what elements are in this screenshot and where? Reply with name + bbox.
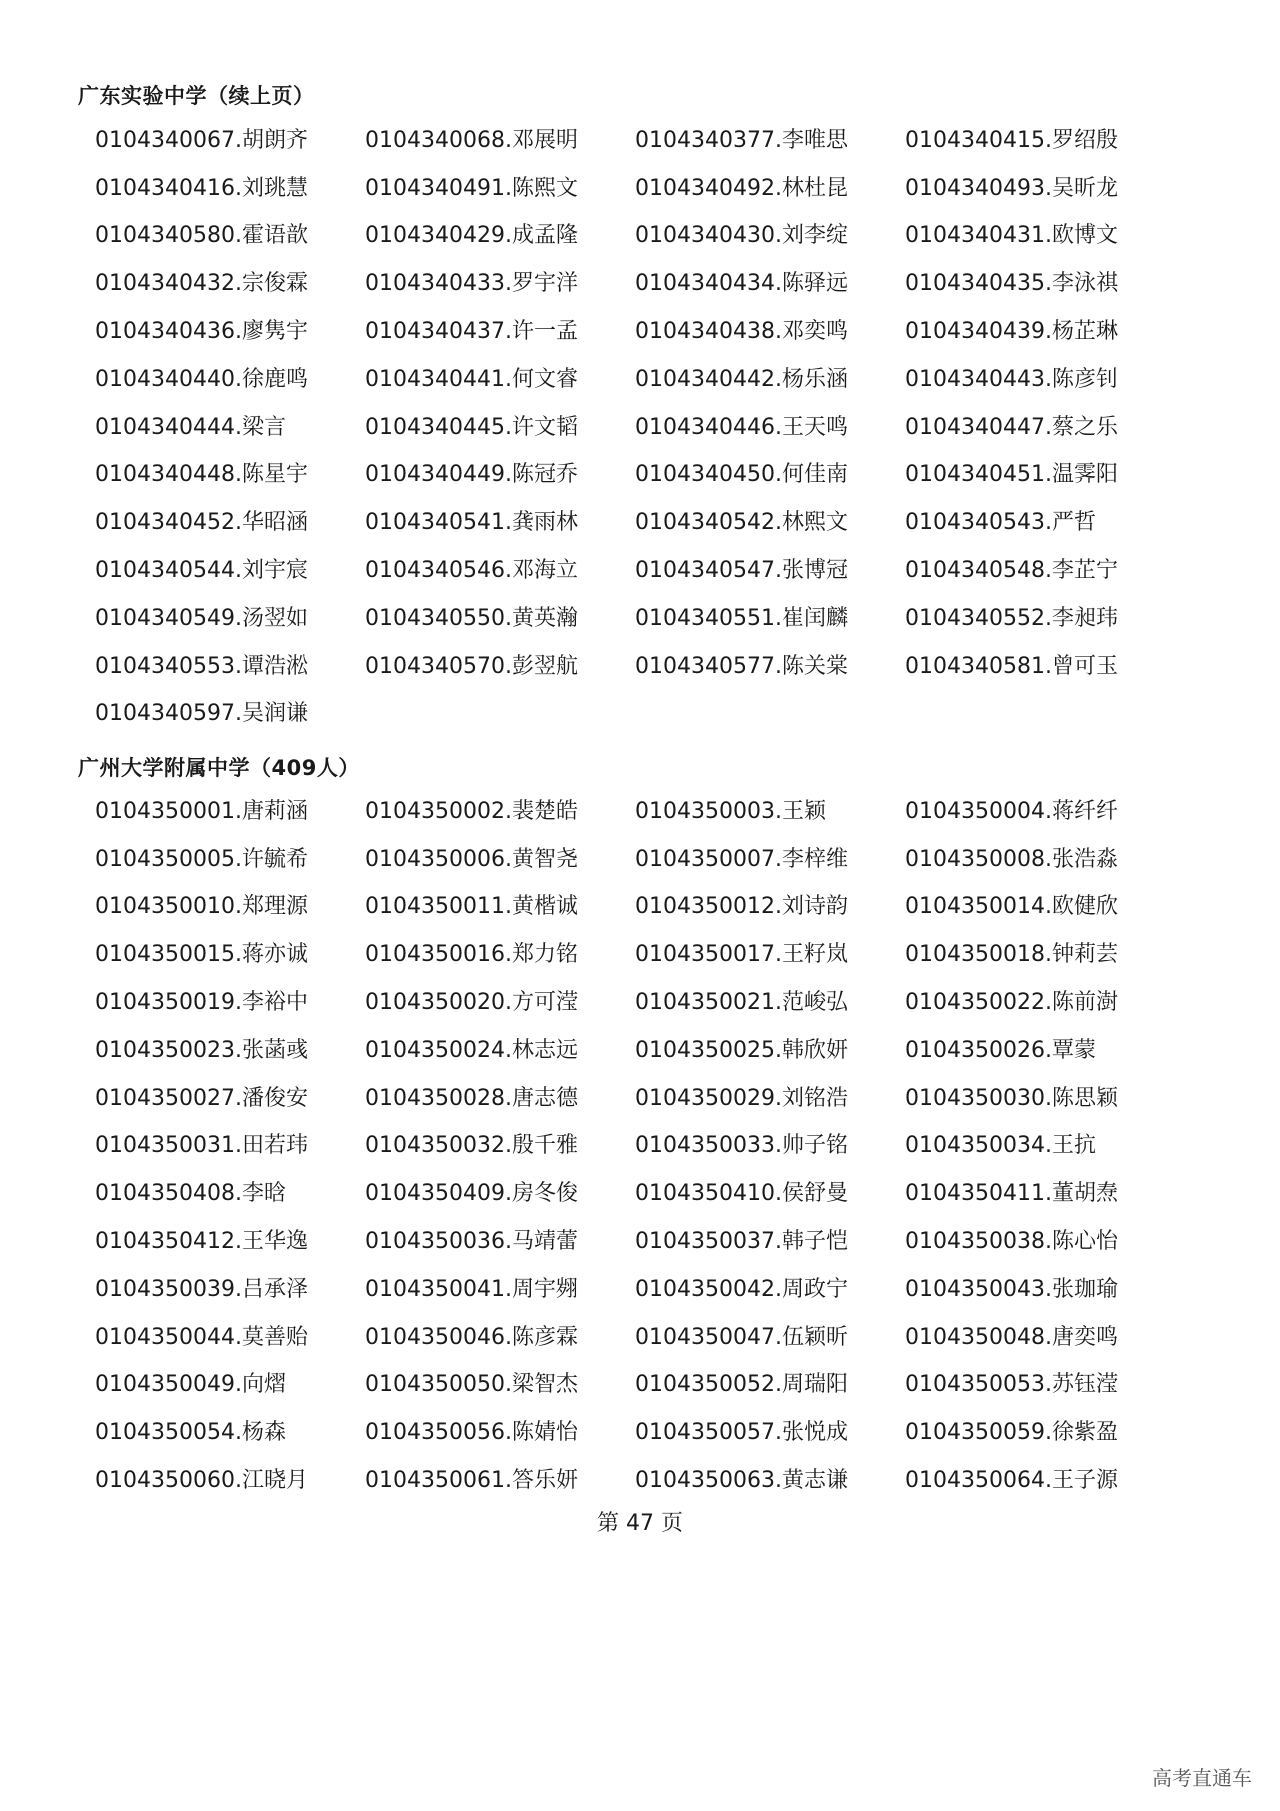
list-item: 0104340570.彭翌航 xyxy=(365,653,578,679)
list-item: 0104340416.刘珧慧 xyxy=(95,175,308,201)
list-item: 0104340433.罗宇洋 xyxy=(365,271,578,297)
list-item: 0104350412.王华逸 xyxy=(95,1229,308,1255)
list-item: 0104350408.李晗 xyxy=(95,1181,286,1207)
list-item: 0104350052.周瑞阳 xyxy=(635,1372,848,1398)
list-item: 0104350039.吕承泽 xyxy=(95,1276,308,1302)
list-item: 0104350021.范峻弘 xyxy=(635,990,848,1016)
list-item: 0104350001.唐莉涵 xyxy=(95,798,308,824)
list-item: 0104350411.董胡焘 xyxy=(905,1181,1118,1207)
list-item: 0104350006.黄智尧 xyxy=(365,846,578,872)
list-item: 0104340436.廖隽宇 xyxy=(95,319,308,345)
list-item: 0104340548.李芷宁 xyxy=(905,558,1118,584)
list-item: 0104340543.严哲 xyxy=(905,510,1096,536)
list-item: 0104340546.邓海立 xyxy=(365,558,578,584)
list-item: 0104350031.田若玮 xyxy=(95,1133,308,1159)
list-item: 0104340445.许文韬 xyxy=(365,414,578,440)
watermark-text: 高考直通车 xyxy=(1152,1766,1252,1790)
list-item: 0104350044.莫善贻 xyxy=(95,1324,308,1350)
list-item: 0104340438.邓奕鸣 xyxy=(635,319,848,345)
list-item: 0104340549.汤翌如 xyxy=(95,605,308,631)
list-item: 0104350064.王子源 xyxy=(905,1468,1118,1494)
list-item: 0104350036.马靖蕾 xyxy=(365,1229,578,1255)
list-item: 0104350007.李梓维 xyxy=(635,846,848,872)
list-item: 0104350026.覃蒙 xyxy=(905,1037,1096,1063)
list-item: 0104340068.邓展明 xyxy=(365,127,578,153)
list-item: 0104350023.张菡彧 xyxy=(95,1037,308,1063)
list-item: 0104350017.王籽岚 xyxy=(635,942,848,968)
list-item: 0104350410.侯舒曼 xyxy=(635,1181,848,1207)
list-item: 0104340441.何文睿 xyxy=(365,366,578,392)
list-item: 0104350034.王抗 xyxy=(905,1133,1096,1159)
list-item: 0104350063.黄志谦 xyxy=(635,1468,848,1494)
list-item: 0104350008.张浩淼 xyxy=(905,846,1118,872)
list-item: 0104340581.曾可玉 xyxy=(905,653,1118,679)
list-item: 0104350048.唐奕鸣 xyxy=(905,1324,1118,1350)
list-item: 0104350019.李裕中 xyxy=(95,990,308,1016)
list-item: 0104350016.郑力铭 xyxy=(365,942,578,968)
list-item: 0104350024.林志远 xyxy=(365,1037,578,1063)
list-item: 0104350018.钟莉芸 xyxy=(905,942,1118,968)
list-item: 0104350025.韩欣妍 xyxy=(635,1037,848,1063)
list-item: 0104350046.陈彦霖 xyxy=(365,1324,578,1350)
list-item: 0104340415.罗绍殷 xyxy=(905,127,1118,153)
list-item: 0104340553.谭浩淞 xyxy=(95,653,308,679)
list-item: 0104350014.欧健欣 xyxy=(905,894,1118,920)
list-item: 0104350061.答乐妍 xyxy=(365,1468,578,1494)
list-item: 0104340067.胡朗齐 xyxy=(95,127,308,153)
list-item: 0104340435.李泳祺 xyxy=(905,271,1118,297)
list-item: 0104350041.周宇翙 xyxy=(365,1276,578,1302)
list-item: 0104340451.温霁阳 xyxy=(905,462,1118,488)
list-item: 0104350049.向熠 xyxy=(95,1372,286,1398)
list-item: 0104340430.刘李绽 xyxy=(635,223,848,249)
list-item: 0104350004.蒋纤纤 xyxy=(905,798,1118,824)
list-item: 0104340492.林杜昆 xyxy=(635,175,848,201)
list-item: 0104350057.张悦成 xyxy=(635,1420,848,1446)
list-item: 0104350027.潘俊安 xyxy=(95,1085,308,1111)
list-item: 0104340542.林熙文 xyxy=(635,510,848,536)
list-item: 0104340449.陈冠乔 xyxy=(365,462,578,488)
list-item: 0104340440.徐鹿鸣 xyxy=(95,366,308,392)
list-item: 0104340547.张博冠 xyxy=(635,558,848,584)
list-item: 0104340551.崔闰麟 xyxy=(635,605,848,631)
name-list-guangzhou-university-affiliated xyxy=(95,788,1145,1505)
list-item: 0104340442.杨乐涵 xyxy=(635,366,848,392)
list-item: 0104350054.杨森 xyxy=(95,1420,286,1446)
list-item: 0104340446.王天鸣 xyxy=(635,414,848,440)
list-item: 0104350015.蒋亦诚 xyxy=(95,942,308,968)
list-item: 0104340541.龚雨林 xyxy=(365,510,578,536)
list-item: 0104350020.方可滢 xyxy=(365,990,578,1016)
list-item: 0104340450.何佳南 xyxy=(635,462,848,488)
list-item: 0104350053.苏钰滢 xyxy=(905,1372,1118,1398)
list-item: 0104350056.陈婧怡 xyxy=(365,1420,578,1446)
list-item: 0104340377.李唯思 xyxy=(635,127,848,153)
list-item: 0104340452.华昭涵 xyxy=(95,510,308,536)
name-list-guangdong-experimental xyxy=(95,117,1145,738)
list-item: 0104340434.陈驿远 xyxy=(635,271,848,297)
list-item: 0104350033.帅子铭 xyxy=(635,1133,848,1159)
list-item: 0104340429.成孟隆 xyxy=(365,223,578,249)
list-item: 0104350003.王颖 xyxy=(635,798,826,824)
list-item: 0104340597.吴润谦 xyxy=(95,701,308,727)
list-item: 0104340437.许一孟 xyxy=(365,319,578,345)
list-item: 0104350029.刘铭浩 xyxy=(635,1085,848,1111)
list-item: 0104340577.陈关棠 xyxy=(635,653,848,679)
list-item: 0104340544.刘宇宸 xyxy=(95,558,308,584)
list-item: 0104350005.许毓希 xyxy=(95,846,308,872)
list-item: 0104350047.伍颖昕 xyxy=(635,1324,848,1350)
list-item: 0104340447.蔡之乐 xyxy=(905,414,1118,440)
list-item: 0104340550.黄英瀚 xyxy=(365,605,578,631)
list-item: 0104350010.郑理源 xyxy=(95,894,308,920)
list-item: 0104340580.霍语歆 xyxy=(95,223,308,249)
list-item: 0104350050.梁智杰 xyxy=(365,1372,578,1398)
list-item: 0104350030.陈思颖 xyxy=(905,1085,1118,1111)
list-item: 0104350059.徐紫盈 xyxy=(905,1420,1118,1446)
list-item: 0104350060.江晓月 xyxy=(95,1468,308,1494)
list-item: 0104350002.裴楚皓 xyxy=(365,798,578,824)
page-number: 第 47 页 xyxy=(597,1511,683,1536)
section-heading-guangzhou-university-affiliated: 广州大学附属中学（409人） xyxy=(78,756,360,780)
list-item: 0104340552.李昶玮 xyxy=(905,605,1118,631)
list-item: 0104340444.梁言 xyxy=(95,414,286,440)
list-item: 0104350042.周政宁 xyxy=(635,1276,848,1302)
list-item: 0104340431.欧博文 xyxy=(905,223,1118,249)
list-item: 0104340443.陈彦钊 xyxy=(905,366,1118,392)
list-item: 0104350038.陈心怡 xyxy=(905,1229,1118,1255)
list-item: 0104350028.唐志德 xyxy=(365,1085,578,1111)
list-item: 0104340448.陈星宇 xyxy=(95,462,308,488)
section-heading-guangdong-experimental: 广东实验中学（续上页） xyxy=(78,84,315,108)
list-item: 0104350043.张珈瑜 xyxy=(905,1276,1118,1302)
list-item: 0104350012.刘诗韵 xyxy=(635,894,848,920)
list-item: 0104340439.杨芷琳 xyxy=(905,319,1118,345)
list-item: 0104350409.房冬俊 xyxy=(365,1181,578,1207)
list-item: 0104350037.韩子恺 xyxy=(635,1229,848,1255)
list-item: 0104340491.陈熙文 xyxy=(365,175,578,201)
list-item: 0104340493.吴昕龙 xyxy=(905,175,1118,201)
list-item: 0104350022.陈前澍 xyxy=(905,990,1118,1016)
list-item: 0104340432.宗俊霖 xyxy=(95,271,308,297)
list-item: 0104350011.黄楷诚 xyxy=(365,894,578,920)
list-item: 0104350032.殷千雅 xyxy=(365,1133,578,1159)
